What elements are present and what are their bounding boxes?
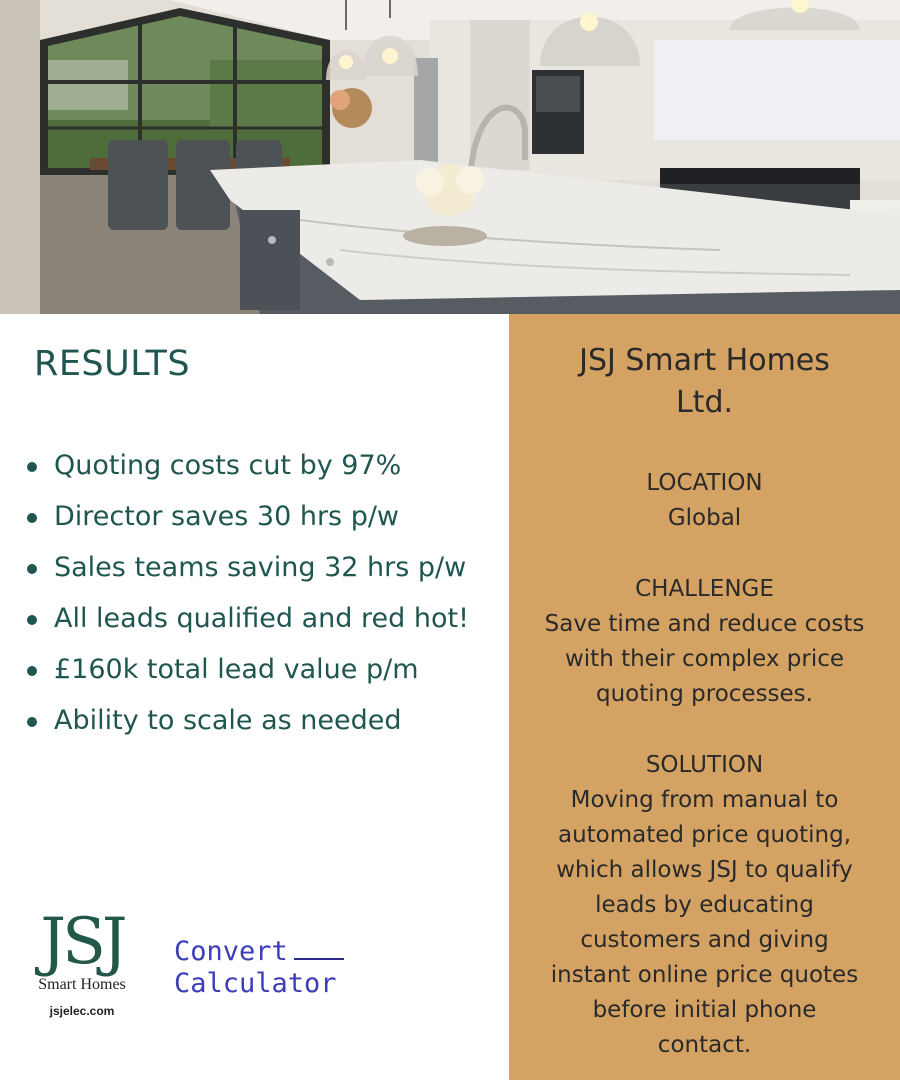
location-label: LOCATION [646, 470, 763, 496]
kitchen-photo [0, 0, 900, 314]
result-item-text: Ability to scale as needed [54, 705, 402, 736]
convert-logo-line1 [174, 936, 344, 968]
solution-line: Moving from manual to [570, 787, 839, 813]
challenge-line: with their complex price [564, 646, 845, 672]
challenge-section [509, 572, 900, 712]
solution-line: contact. [657, 1032, 752, 1058]
results-heading: RESULTS [34, 344, 191, 384]
company-name-line2: Ltd. [675, 385, 734, 420]
solution-label: SOLUTION [645, 752, 764, 778]
convert-logo-line2: Calculator [174, 968, 337, 999]
location-value: Global [667, 505, 742, 531]
jsj-logo-mark: JSJ [40, 905, 124, 979]
result-item [22, 550, 469, 601]
result-item [22, 703, 469, 754]
result-item [22, 499, 469, 550]
kitchen-photo-illustration [0, 0, 900, 314]
solution-section [509, 748, 900, 1063]
solution-line: which allows JSJ to qualify [556, 857, 853, 883]
cursor-underline-icon [294, 958, 344, 960]
result-item-text: Director saves 30 hrs p/w [54, 501, 400, 532]
location-section [509, 466, 900, 536]
result-item [22, 601, 469, 652]
result-item-text: All leads qualified and red hot! [54, 603, 469, 634]
solution-line: automated price quoting, [557, 822, 852, 848]
solution-line: instant online price quotes [550, 962, 859, 988]
bullet-icon [27, 717, 37, 727]
result-item [22, 652, 469, 703]
bullet-icon [27, 513, 37, 523]
bullet-icon [27, 462, 37, 472]
solution-line: customers and giving [580, 927, 829, 953]
solution-line: before initial phone [592, 997, 817, 1023]
convert-logo-word: Convert [174, 936, 288, 967]
jsj-website: jsjelec.com [49, 1004, 115, 1018]
result-item-text: Quoting costs cut by 97% [54, 450, 402, 481]
result-item [22, 448, 469, 499]
convert-calculator-logo [174, 936, 344, 1000]
company-name-line1: JSJ Smart Homes [579, 343, 830, 378]
result-item-text: £160k total lead value p/m [54, 654, 419, 685]
result-item-text: Sales teams saving 32 hrs p/w [54, 552, 467, 583]
bullet-icon [27, 564, 37, 574]
company-name [509, 340, 900, 424]
case-info-panel [509, 314, 900, 1080]
jsj-logo-subtitle: Smart Homes [38, 976, 126, 993]
challenge-label: CHALLENGE [635, 576, 774, 602]
challenge-line: Save time and reduce costs [544, 611, 865, 637]
results-panel [0, 314, 509, 1080]
bullet-icon [27, 666, 37, 676]
bullet-icon [27, 615, 37, 625]
challenge-line: quoting processes. [596, 681, 813, 707]
jsj-logo [26, 905, 138, 1018]
solution-line: leads by educating [595, 892, 814, 918]
results-list [22, 448, 469, 754]
